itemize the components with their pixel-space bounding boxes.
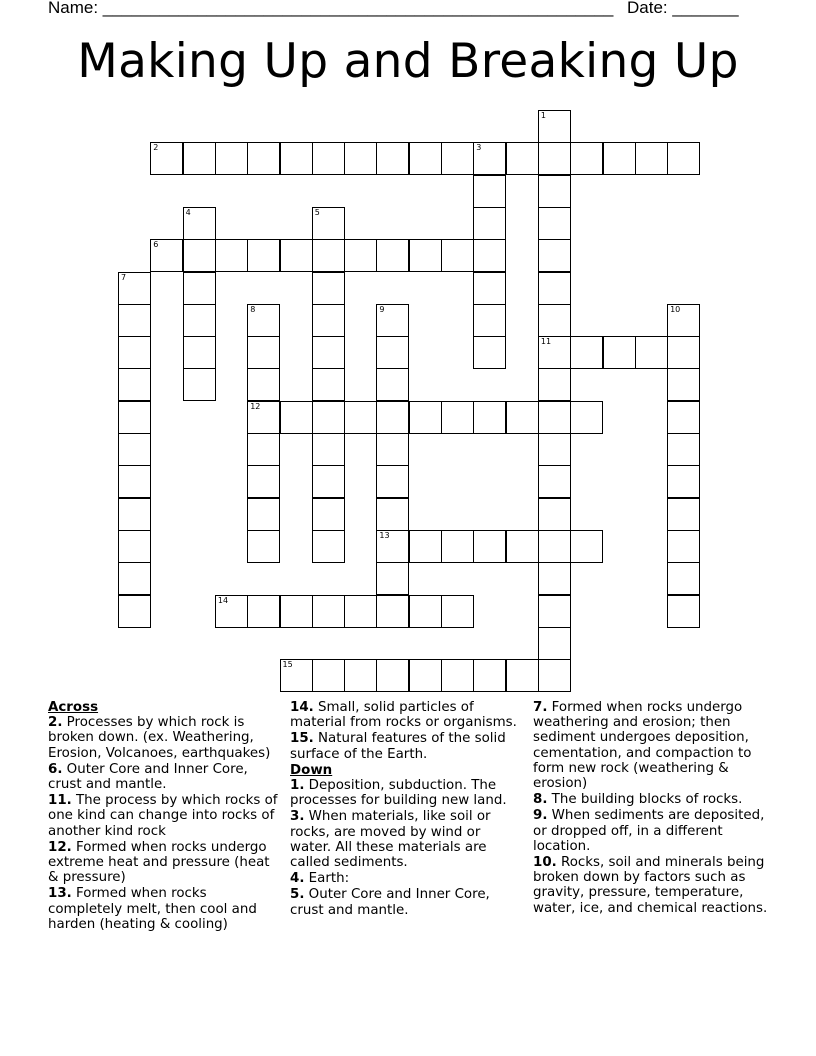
clue-number: 1. (290, 778, 305, 794)
crossword-cell[interactable] (473, 272, 506, 305)
crossword-cell[interactable] (118, 530, 151, 563)
crossword-cell[interactable] (538, 627, 571, 660)
crossword-cell[interactable] (312, 401, 345, 434)
crossword-cell[interactable] (538, 433, 571, 466)
clue-number: 15. (290, 731, 314, 747)
crossword-cell[interactable] (312, 433, 345, 466)
clue-down-5 (290, 887, 522, 917)
crossword-cell[interactable] (538, 465, 571, 498)
crossword-cell[interactable] (312, 336, 345, 369)
crossword-cell[interactable] (118, 433, 151, 466)
clues-column-1 (48, 700, 284, 933)
crossword-cell[interactable] (344, 239, 377, 272)
crossword-cell[interactable] (376, 336, 409, 369)
clue-down-10 (533, 855, 773, 916)
crossword-cell[interactable] (506, 142, 539, 175)
clue-number: 6. (48, 761, 63, 777)
crossword-cell[interactable] (215, 142, 248, 175)
crossword-cell[interactable] (570, 530, 603, 563)
crossword-cell[interactable] (538, 530, 571, 563)
crossword-cell[interactable] (312, 304, 345, 337)
clue-across-14 (290, 700, 522, 730)
crossword-cell[interactable] (118, 465, 151, 498)
clue-text: Outer Core and Inner Core, crust and mantle. (290, 887, 490, 918)
clue-down-8 (533, 792, 773, 807)
crossword-cell[interactable] (667, 562, 700, 595)
clue-across-15 (290, 731, 522, 761)
clue-across-11 (48, 793, 284, 839)
clue-number: 11. (48, 793, 72, 809)
clue-down-9 (533, 808, 773, 854)
crossword-cell[interactable] (312, 368, 345, 401)
crossword-cell[interactable] (118, 368, 151, 401)
crossword-cell[interactable] (441, 659, 474, 692)
crossword-cell[interactable] (570, 401, 603, 434)
clue-text: Formed when rocks completely melt, then cool and harden (heating & cooling) (48, 886, 257, 932)
crossword-cell[interactable] (118, 336, 151, 369)
crossword-cell[interactable] (312, 239, 345, 272)
crossword-cell[interactable] (538, 207, 571, 240)
crossword-cell[interactable] (247, 304, 280, 337)
clues-column-2 (290, 700, 522, 919)
crossword-cell[interactable] (667, 336, 700, 369)
crossword-cell[interactable] (473, 239, 506, 272)
clue-text: Natural features of the solid surface of the Earth. (290, 731, 506, 762)
crossword-cell[interactable] (538, 175, 571, 208)
clue-down-1 (290, 778, 522, 808)
clue-text: Processes by which rock is broken down. (ex. Weathering, Erosion, Volcanoes, earthquakes) (48, 715, 271, 761)
across-heading: Across (48, 700, 99, 715)
clue-number: 13. (48, 886, 72, 902)
crossword-cell[interactable] (247, 530, 280, 563)
crossword-cell[interactable] (506, 659, 539, 692)
clue-down-4 (290, 871, 522, 886)
crossword-cell[interactable] (376, 659, 409, 692)
crossword-cell[interactable] (667, 465, 700, 498)
crossword-cell[interactable] (118, 272, 151, 305)
clues-column-3 (533, 700, 773, 917)
crossword-cell[interactable] (441, 530, 474, 563)
crossword-cell[interactable] (150, 239, 183, 272)
crossword-cell[interactable] (538, 595, 571, 628)
clue-text: Formed when rocks undergo extreme heat and pressure (heat & pressure) (48, 839, 270, 886)
crossword-cell[interactable] (538, 304, 571, 337)
cell-number: 4 (185, 207, 191, 217)
clue-text: Rocks, soil and minerals being broken down by factors such as gravity, pressure, temperature, water, ice, and chemical reactions. (533, 855, 768, 916)
crossword-cell[interactable] (376, 142, 409, 175)
crossword-cell[interactable] (280, 401, 313, 434)
date-field-label: Date: _______ (627, 0, 739, 17)
crossword-cell[interactable] (409, 142, 442, 175)
clue-text: The building blocks of rocks. (551, 792, 743, 808)
crossword-cell[interactable] (280, 239, 313, 272)
crossword-cell[interactable] (635, 336, 668, 369)
page-title: Making Up and Breaking Up (77, 34, 739, 89)
crossword-cell[interactable] (441, 401, 474, 434)
clue-number: 9. (533, 808, 548, 824)
crossword-cell[interactable] (409, 530, 442, 563)
clue-across-6 (48, 762, 284, 792)
clue-text: When sediments are deposited, or dropped off, in a different location. (533, 808, 765, 854)
crossword-cell[interactable] (473, 304, 506, 337)
crossword-cell[interactable] (538, 336, 571, 369)
clue-text: Earth: (308, 871, 350, 887)
crossword-cell[interactable] (247, 336, 280, 369)
crossword-cell[interactable] (247, 498, 280, 531)
crossword-cell[interactable] (215, 239, 248, 272)
crossword-cell[interactable] (376, 530, 409, 563)
cell-number: 12 (250, 401, 261, 411)
crossword-cell[interactable] (118, 401, 151, 434)
crossword-cell[interactable] (376, 304, 409, 337)
crossword-cell[interactable] (312, 142, 345, 175)
crossword-cell[interactable] (280, 659, 313, 692)
crossword-cell[interactable] (506, 401, 539, 434)
name-field-label: Name: ______________________________________________________ (48, 0, 614, 17)
crossword-cell[interactable] (441, 239, 474, 272)
crossword-cell[interactable] (312, 595, 345, 628)
crossword-cell[interactable] (312, 207, 345, 240)
cell-number: 6 (153, 240, 159, 250)
crossword-cell[interactable] (183, 336, 216, 369)
cell-number: 13 (379, 530, 390, 540)
clue-down-3 (290, 809, 522, 870)
cell-number: 2 (153, 143, 159, 153)
crossword-cell[interactable] (183, 239, 216, 272)
clue-text: The process by which rocks of one kind can change into rocks of another kind rock (48, 793, 278, 839)
crossword-cell[interactable] (667, 304, 700, 337)
crossword-cell[interactable] (473, 336, 506, 369)
crossword-cell[interactable] (183, 272, 216, 305)
crossword-cell[interactable] (570, 336, 603, 369)
crossword-cell[interactable] (667, 433, 700, 466)
clue-number: 14. (290, 700, 314, 715)
crossword-cell[interactable] (376, 562, 409, 595)
crossword-cell[interactable] (312, 465, 345, 498)
crossword-cell[interactable] (183, 207, 216, 240)
crossword-cell[interactable] (506, 530, 539, 563)
crossword-cell[interactable] (376, 368, 409, 401)
crossword-cell[interactable] (312, 659, 345, 692)
crossword-cell[interactable] (376, 401, 409, 434)
crossword-cell[interactable] (473, 207, 506, 240)
clue-across-2 (48, 715, 284, 761)
clue-number: 7. (533, 700, 548, 715)
cell-number: 11 (540, 337, 552, 347)
crossword-cell[interactable] (409, 239, 442, 272)
crossword-cell[interactable] (409, 659, 442, 692)
cell-number: 10 (670, 304, 681, 314)
crossword-cell[interactable] (344, 142, 377, 175)
cell-number: 1 (540, 111, 546, 120)
crossword-cell[interactable] (473, 175, 506, 208)
crossword-cell[interactable] (247, 433, 280, 466)
cell-number: 7 (121, 272, 127, 282)
crossword-cell[interactable] (344, 401, 377, 434)
crossword-cell[interactable] (635, 142, 668, 175)
crossword-cell[interactable] (409, 401, 442, 434)
crossword-cell[interactable] (247, 595, 280, 628)
crossword-cell[interactable] (409, 595, 442, 628)
crossword-cell[interactable] (376, 465, 409, 498)
crossword-cell[interactable] (473, 530, 506, 563)
crossword-cell[interactable] (280, 142, 313, 175)
clue-across-13 (48, 886, 284, 932)
crossword-cell[interactable] (603, 336, 636, 369)
cell-number: 5 (314, 207, 320, 217)
crossword-cell[interactable] (150, 142, 183, 175)
crossword-cell[interactable] (538, 401, 571, 434)
clue-across-12 (48, 840, 284, 886)
crossword-cell[interactable] (538, 659, 571, 692)
crossword-cell[interactable] (247, 465, 280, 498)
clue-number: 10. (533, 855, 557, 871)
crossword-cell[interactable] (376, 498, 409, 531)
crossword-cell[interactable] (538, 142, 571, 175)
crossword-cell[interactable] (473, 659, 506, 692)
cell-number: 9 (379, 304, 385, 314)
crossword-cell[interactable] (667, 368, 700, 401)
crossword-cell[interactable] (667, 142, 700, 175)
clue-number: 4. (290, 871, 305, 887)
crossword-cell[interactable] (376, 239, 409, 272)
clue-text: When materials, like soil or rocks, are moved by wind or water. All these materials are called sediments. (290, 809, 491, 871)
crossword-cell[interactable] (473, 142, 506, 175)
crossword-cell[interactable] (118, 498, 151, 531)
crossword-cell[interactable] (247, 401, 280, 434)
crossword-cell[interactable] (570, 142, 603, 175)
crossword-cell[interactable] (538, 562, 571, 595)
crossword-cell[interactable] (247, 239, 280, 272)
crossword-cell[interactable] (183, 142, 216, 175)
crossword-cell[interactable] (441, 142, 474, 175)
crossword-cell[interactable] (118, 304, 151, 337)
cell-number: 3 (476, 143, 482, 153)
crossword-cell[interactable] (247, 368, 280, 401)
clue-number: 8. (533, 792, 548, 808)
crossword-cell[interactable] (667, 595, 700, 628)
crossword-cell[interactable] (344, 595, 377, 628)
cell-number: 8 (250, 304, 256, 314)
crossword-cell[interactable] (183, 304, 216, 337)
clue-text: Deposition, subduction. The processes for building new land. (290, 778, 507, 809)
crossword-cell[interactable] (312, 272, 345, 305)
crossword-cell[interactable] (441, 595, 474, 628)
crossword-cell[interactable] (538, 110, 571, 143)
crossword-cell[interactable] (538, 239, 571, 272)
clue-number: 2. (48, 715, 63, 731)
crossword-cell[interactable] (473, 401, 506, 434)
crossword-cell[interactable] (603, 142, 636, 175)
clue-text: Formed when rocks undergo weathering and erosion; then sediment undergoes deposition, cementation, and compaction to form new rock (weathering & erosion) (533, 700, 752, 792)
clue-text: Outer Core and Inner Core, crust and mantle. (48, 761, 248, 793)
crossword-cell[interactable] (538, 498, 571, 531)
clue-text: Small, solid particles of material from rocks or organisms. (290, 700, 517, 731)
crossword-cell[interactable] (247, 142, 280, 175)
crossword-cell[interactable] (312, 498, 345, 531)
crossword-cell[interactable] (183, 368, 216, 401)
clue-number: 12. (48, 839, 72, 855)
clue-number: 3. (290, 809, 305, 825)
crossword-cell[interactable] (376, 433, 409, 466)
crossword-cell[interactable] (538, 272, 571, 305)
cell-number: 14 (217, 595, 229, 605)
crossword-cell[interactable] (118, 595, 151, 628)
clue-number: 5. (290, 887, 305, 903)
crossword-cell[interactable] (312, 530, 345, 563)
cell-number: 15 (282, 660, 293, 670)
crossword-cell[interactable] (118, 562, 151, 595)
crossword-cell[interactable] (667, 498, 700, 531)
clue-down-7 (533, 700, 773, 791)
crossword-cell[interactable] (538, 368, 571, 401)
crossword-cell[interactable] (667, 530, 700, 563)
crossword-cell[interactable] (376, 595, 409, 628)
crossword-cell[interactable] (344, 659, 377, 692)
crossword-cell[interactable] (215, 595, 248, 628)
crossword-cell[interactable] (667, 401, 700, 434)
crossword-cell[interactable] (280, 595, 313, 628)
down-heading: Down (290, 762, 333, 778)
